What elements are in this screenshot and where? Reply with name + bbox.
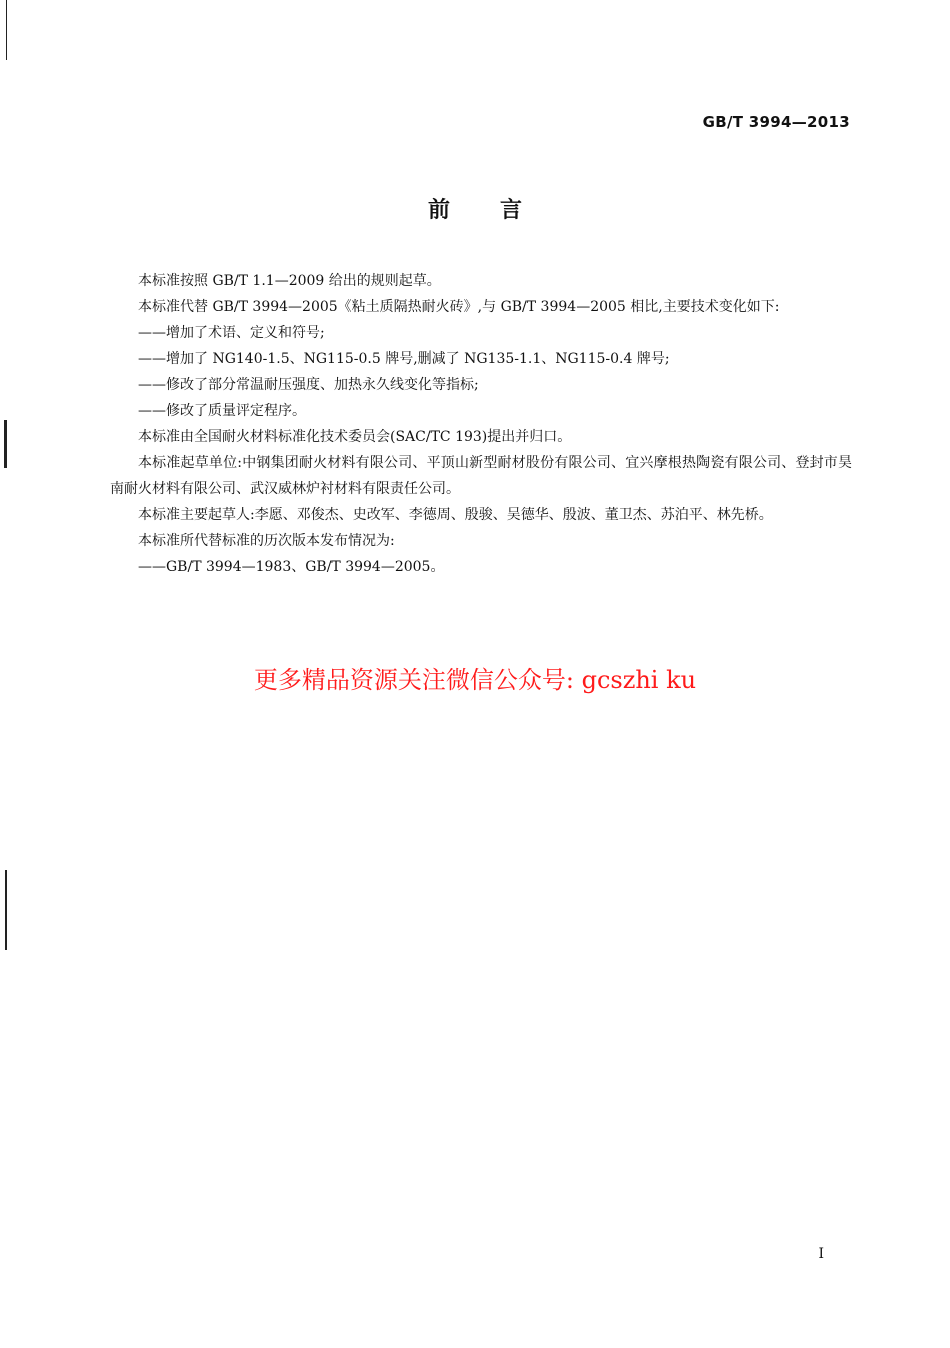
scan-edge-mark — [5, 870, 7, 950]
paragraph-proposer: 本标准由全国耐火材料标准化技术委员会(SAC/TC 193)提出并归口。 — [138, 429, 572, 445]
scan-edge-mark — [6, 0, 7, 60]
page-number: I — [818, 1246, 824, 1262]
paragraph-replacement: 本标准代替 GB/T 3994—2005《粘土质隔热耐火砖》,与 GB/T 3994—2005 相比,主要技术变化如下: — [138, 299, 780, 315]
scan-edge-mark — [4, 420, 7, 468]
standard-number: GB/T 3994—2013 — [702, 113, 850, 131]
change-item: ——增加了 NG140-1.5、NG115-0.5 牌号,删减了 NG135-1.1、NG115-0.4 牌号; — [138, 351, 670, 367]
change-item: ——修改了质量评定程序。 — [138, 403, 306, 419]
change-item: ——修改了部分常温耐压强度、加热永久线变化等指标; — [138, 377, 479, 393]
paragraph-drafting-units: 本标准起草单位:中钢集团耐火材料有限公司、平顶山新型耐材股份有限公司、宜兴摩根热陶瓷有限公司、登封市昊南耐火材料有限公司、武汉威林炉衬材料有限责任公司。 — [110, 455, 852, 497]
history-item: ——GB/T 3994—1983、GB/T 3994—2005。 — [138, 559, 445, 575]
paragraph-history: 本标准所代替标准的历次版本发布情况为: — [138, 533, 395, 549]
paragraph-drafters: 本标准主要起草人:李愿、邓俊杰、史改军、李德周、殷骏、吴德华、殷波、董卫杰、苏泊平、林先桥。 — [138, 507, 773, 523]
promo-notice: 更多精品资源关注微信公众号: gcszhi ku — [253, 666, 697, 694]
change-item: ——增加了术语、定义和符号; — [138, 325, 325, 341]
page-title: 前言 — [427, 198, 572, 223]
paragraph-drafting-rules: 本标准按照 GB/T 1.1—2009 给出的规则起草。 — [138, 273, 441, 289]
foreword-body — [110, 268, 852, 580]
